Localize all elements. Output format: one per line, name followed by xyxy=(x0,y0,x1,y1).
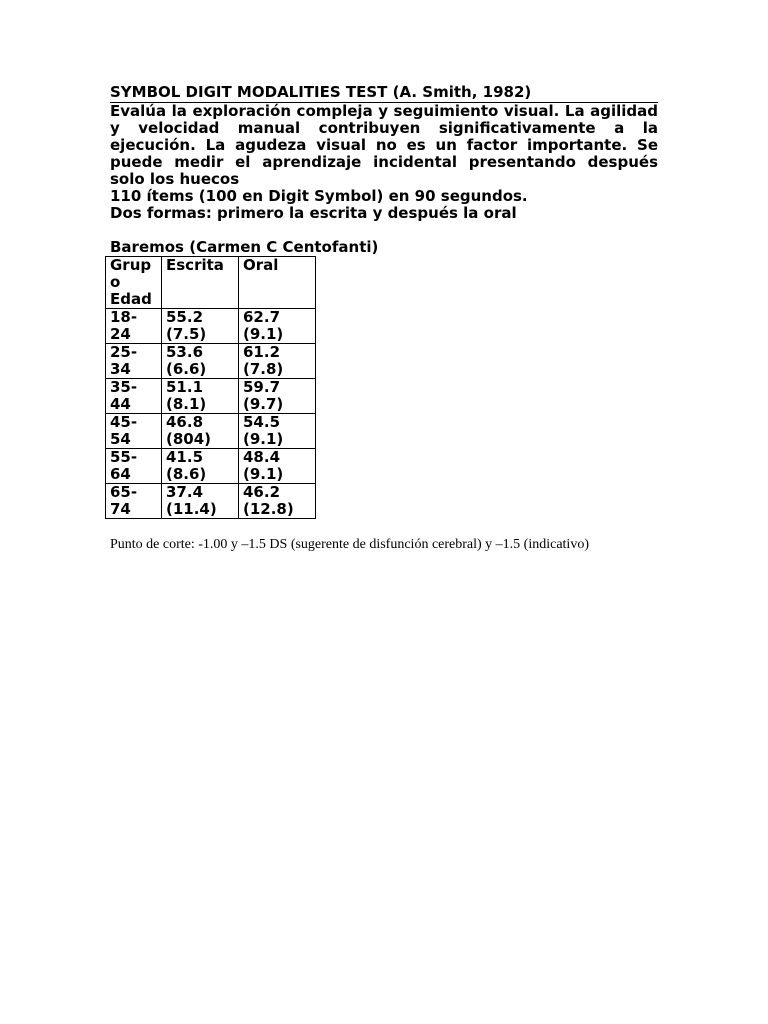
escrita-mean: 46.8 xyxy=(166,413,204,431)
test-description: Evalúa la exploración compleja y seguimiento visual. La agilidad y velocidad manual contribuyen significativamente a la ejecución. La agudeza visual no es un factor importante. Se puede medir el aprendizaje incidental presentando después solo los huecos xyxy=(110,102,658,188)
escrita-sd: (11.4) xyxy=(166,500,217,518)
table-row xyxy=(106,484,316,519)
escrita-mean: 55.2 xyxy=(166,308,204,326)
table-row xyxy=(106,344,316,379)
age-end: 54 xyxy=(110,430,131,448)
escrita-sd: (6.6) xyxy=(166,360,207,378)
escrita-mean: 53.6 xyxy=(166,343,204,361)
oral-cell xyxy=(239,379,316,414)
age-cell xyxy=(106,379,162,414)
escrita-cell xyxy=(162,344,239,379)
escrita-sd: (8.1) xyxy=(166,395,207,413)
header-group-line: o xyxy=(110,273,121,291)
escrita-sd: (7.5) xyxy=(166,325,207,343)
age-start: 65- xyxy=(110,483,138,501)
escrita-sd: (8.6) xyxy=(166,465,207,483)
oral-cell xyxy=(239,484,316,519)
baremos-heading: Baremos (Carmen C Centofanti) xyxy=(110,238,379,256)
table-row xyxy=(106,414,316,449)
oral-cell xyxy=(239,344,316,379)
age-start: 35- xyxy=(110,378,138,396)
age-start: 55- xyxy=(110,448,138,466)
age-end: 44 xyxy=(110,395,131,413)
age-end: 34 xyxy=(110,360,131,378)
header-group xyxy=(106,257,162,309)
oral-cell xyxy=(239,309,316,344)
escrita-mean: 41.5 xyxy=(166,448,204,466)
oral-sd: (9.1) xyxy=(243,465,284,483)
age-cell xyxy=(106,309,162,344)
oral-cell xyxy=(239,414,316,449)
age-cell xyxy=(106,344,162,379)
header-group-line: Grup xyxy=(110,256,152,274)
forms-line: Dos formas: primero la escrita y después la oral xyxy=(110,204,517,222)
age-cell xyxy=(106,484,162,519)
age-end: 74 xyxy=(110,500,131,518)
escrita-sd: (804) xyxy=(166,430,212,448)
oral-sd: (7.8) xyxy=(243,360,284,378)
table-row xyxy=(106,379,316,414)
escrita-cell xyxy=(162,484,239,519)
oral-cell xyxy=(239,449,316,484)
oral-mean: 46.2 xyxy=(243,483,281,501)
cutoff-note: Punto de corte: -1.00 y –1.5 DS (sugerente de disfunción cerebral) y –1.5 (indicativo) xyxy=(110,537,589,552)
header-escrita: Escrita xyxy=(162,257,239,309)
header-oral: Oral xyxy=(239,257,316,309)
oral-mean: 59.7 xyxy=(243,378,281,396)
header-group-line: Edad xyxy=(110,290,152,308)
oral-mean: 62.7 xyxy=(243,308,281,326)
escrita-cell xyxy=(162,414,239,449)
oral-sd: (9.1) xyxy=(243,325,284,343)
escrita-cell xyxy=(162,379,239,414)
table-row xyxy=(106,309,316,344)
oral-sd: (12.8) xyxy=(243,500,294,518)
document-title: SYMBOL DIGIT MODALITIES TEST (A. Smith, 1982) xyxy=(110,84,658,103)
oral-sd: (9.7) xyxy=(243,395,284,413)
age-cell xyxy=(106,449,162,484)
age-end: 64 xyxy=(110,465,131,483)
oral-mean: 48.4 xyxy=(243,448,281,466)
escrita-mean: 51.1 xyxy=(166,378,204,396)
age-cell xyxy=(106,414,162,449)
items-line: 110 ítems (100 en Digit Symbol) en 90 segundos. xyxy=(110,187,528,205)
escrita-mean: 37.4 xyxy=(166,483,204,501)
baremos-table xyxy=(105,256,316,519)
escrita-cell xyxy=(162,309,239,344)
document-page xyxy=(110,84,658,553)
age-start: 25- xyxy=(110,343,138,361)
table-header-row xyxy=(106,257,316,309)
age-end: 24 xyxy=(110,325,131,343)
escrita-cell xyxy=(162,449,239,484)
age-start: 45- xyxy=(110,413,138,431)
table-row xyxy=(106,449,316,484)
oral-sd: (9.1) xyxy=(243,430,284,448)
oral-mean: 54.5 xyxy=(243,413,281,431)
spacer xyxy=(110,222,658,239)
age-start: 18- xyxy=(110,308,138,326)
oral-mean: 61.2 xyxy=(243,343,281,361)
